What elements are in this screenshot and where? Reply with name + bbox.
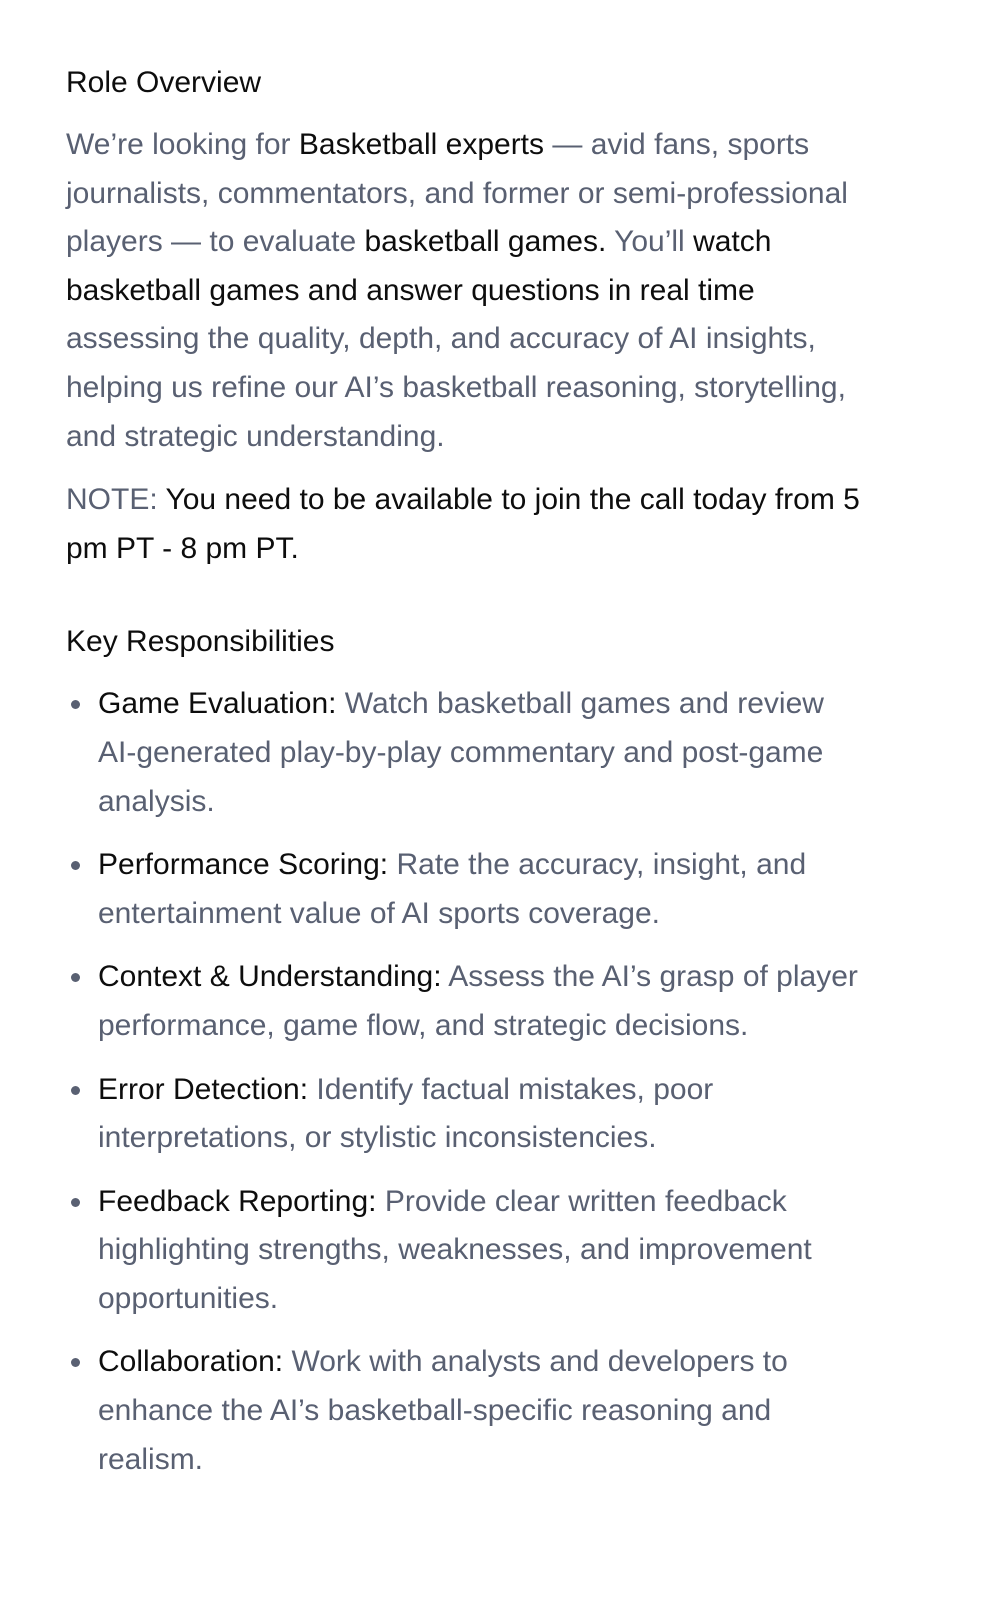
responsibility-title: Feedback Reporting: — [98, 1184, 377, 1218]
bullet-dot-icon — [71, 1358, 80, 1367]
role-overview-heading: Role Overview — [66, 66, 262, 99]
responsibility-text: Assess the AI’s grasp of player performance, game flow, and strategic decisions. — [98, 960, 858, 1042]
responsibility-context-understanding — [66, 953, 866, 1050]
intro-emphasis-games: basketball games. — [364, 225, 607, 259]
responsibility-game-evaluation — [66, 680, 866, 826]
role-overview-paragraph — [66, 121, 866, 461]
intro-emphasis-experts: Basketball experts — [298, 128, 545, 161]
key-responsibilities-section — [66, 617, 866, 1484]
responsibility-text: Provide clear written feedback highlighting strengths, weaknesses, and improvement opportunities. — [98, 1184, 812, 1315]
responsibility-title: Context & Understanding: — [98, 960, 442, 994]
intro-text-1: We’re looking for — [66, 128, 299, 161]
responsibility-title: Performance Scoring: — [98, 848, 389, 882]
job-description-content — [66, 58, 866, 1499]
responsibility-text: Work with analysts and developers to enhance the AI’s basketball-specific reasoning and realism. — [98, 1345, 788, 1476]
availability-note — [66, 476, 866, 573]
bullet-dot-icon — [71, 1086, 80, 1095]
note-label: NOTE: — [66, 483, 166, 517]
responsibility-text: Watch basketball games and review AI-generated play-by-play commentary and post-game analysis. — [98, 687, 824, 818]
note-text: You need to be available to join the call today from 5 pm PT - 8 pm PT. — [66, 483, 860, 565]
responsibility-collaboration — [66, 1338, 866, 1484]
bullet-dot-icon — [71, 973, 80, 982]
intro-text-3: You’ll — [606, 225, 694, 259]
intro-text-4: assessing the quality, depth, and accuracy of AI insights, helping us refine our AI’s basketball reasoning, storytelling, and strategic understanding. — [66, 322, 846, 453]
bullet-dot-icon — [71, 861, 80, 870]
responsibility-text: Identify factual mistakes, poor interpretations, or stylistic inconsistencies. — [98, 1072, 714, 1155]
intro-emphasis-watch: watch basketball games and answer questions in real time — [66, 225, 772, 307]
intro-text-2: — avid fans, sports journalists, commentators, and former or semi-professional players — to evaluate — [66, 128, 848, 259]
bullet-dot-icon — [71, 1198, 80, 1207]
responsibility-feedback-reporting — [66, 1178, 866, 1324]
responsibility-title: Error Detection: — [98, 1072, 309, 1106]
responsibility-title: Collaboration: — [98, 1345, 284, 1379]
role-overview-section — [66, 58, 866, 573]
key-responsibilities-heading: Key Responsibilities — [66, 625, 335, 659]
bullet-dot-icon — [71, 700, 80, 709]
responsibility-performance-scoring — [66, 841, 866, 938]
responsibility-title: Game Evaluation: — [98, 687, 337, 721]
responsibility-text: Rate the accuracy, insight, and entertainment value of AI sports coverage. — [98, 848, 807, 930]
responsibilities-list — [66, 680, 866, 1484]
responsibility-error-detection — [66, 1066, 866, 1163]
